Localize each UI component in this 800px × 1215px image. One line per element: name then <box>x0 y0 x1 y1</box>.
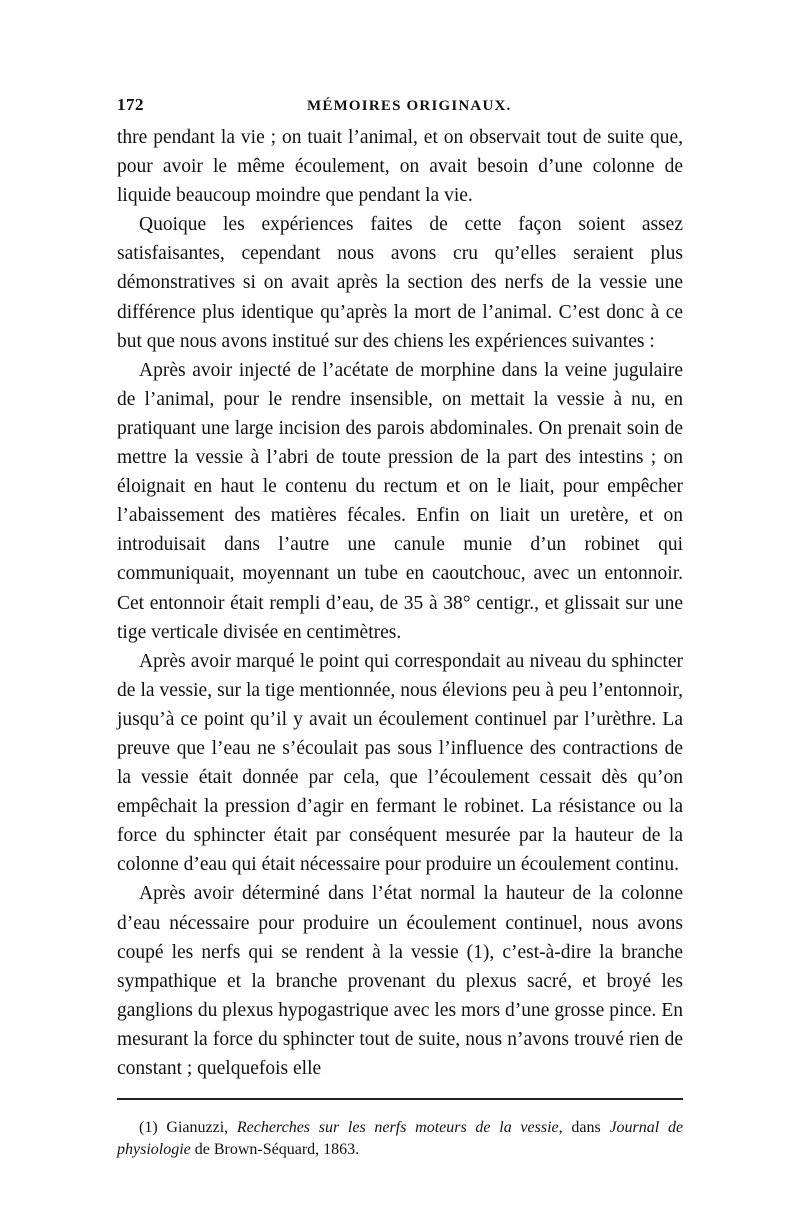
paragraph-continued: thre pendant la vie ; on tuait l’animal, et on observait tout de suite que, pour avoir le même écoulement, on avait besoin d’une colonne de liquide beaucoup moindre que pendant la vie. <box>117 127 683 207</box>
footnote-divider <box>117 1098 683 1100</box>
footnote-marker: (1) Gianuzzi, <box>139 1119 229 1137</box>
paragraph: Après avoir marqué le point qui correspondait au niveau du sphincter de la vessie, sur la tige mentionnée, nous élevions peu à peu l’entonnoir, jusqu’à ce point qu’il y avait un écoulement continuel par l’urèthre. La preuve que l’eau ne s’écoulait pas sous l’influence des contractions de la vessie était donnée par cela, que l’écoulement cessait dès qu’on empêchait la pression d’agir en fermant le robinet. La résistance ou la force du sphincter était par conséquent mesurée par la hauteur de la colonne d’eau qui était nécessaire pour produire un écoulement continu. <box>117 650 683 876</box>
paragraph: Quoique les expériences faites de cette façon soient assez satisfaisantes, cependant nous avons cru qu’elles seraient plus démonstratives si on avait après la section des nerfs de la vessie une différence plus identique qu’après la mort de l’animal. C’est donc à ce but que nous avons institué sur des chiens les expériences suivantes : <box>117 214 683 352</box>
page-number: 172 <box>117 95 144 114</box>
footnote-journal: Journal de physiologie <box>117 1119 684 1159</box>
paragraph: Après avoir injecté de l’acétate de morphine dans la veine jugulaire de l’animal, pour le rendre insensible, on mettait la vessie à nu, en pratiquant une large incision des parois abdominales. On prenait soin de mettre la vessie à l’abri de toute pression de la part des intestins ; on éloignait en haut le contenu du rectum et on le liait, pour empêcher l’abaissement des matières fécales. Enfin on liait un uretère, et on introduisait dans l’autre une canule munie d’un robinet qui communiquait, moyennant un tube en caoutchouc, avec un entonnoir. Cet entonnoir était rempli d’eau, de 35 à 38° centigr., et glissait sur une tige verticale divisée en centimètres. <box>117 359 683 643</box>
footnote-dans: dans <box>571 1119 601 1137</box>
book-page <box>117 95 683 1161</box>
footnote-rest: de Brown-Séquard, 1863. <box>194 1141 360 1159</box>
body-text <box>117 123 683 1083</box>
footnote-title: Recherches sur les nerfs moteurs de la vessie, <box>236 1119 563 1137</box>
paragraph: Après avoir déterminé dans l’état normal la hauteur de la colonne d’eau nécessaire pour produire un écoulement continuel, nous avons coupé les nerfs qui se rendent à la vessie (1), c’est-à-dire la branche sympathique et la branche provenant du plexus sacré, et broyé les ganglions du plexus hypogastrique avec les mors d’une grosse pince. En mesurant la force du sphincter tout de suite, nous n’avons trouvé rien de constant ; quelquefois elle <box>117 883 683 1079</box>
footnote <box>117 1117 683 1161</box>
page-header <box>117 95 683 123</box>
running-head: MÉMOIRES ORIGINAUX. <box>307 98 512 114</box>
